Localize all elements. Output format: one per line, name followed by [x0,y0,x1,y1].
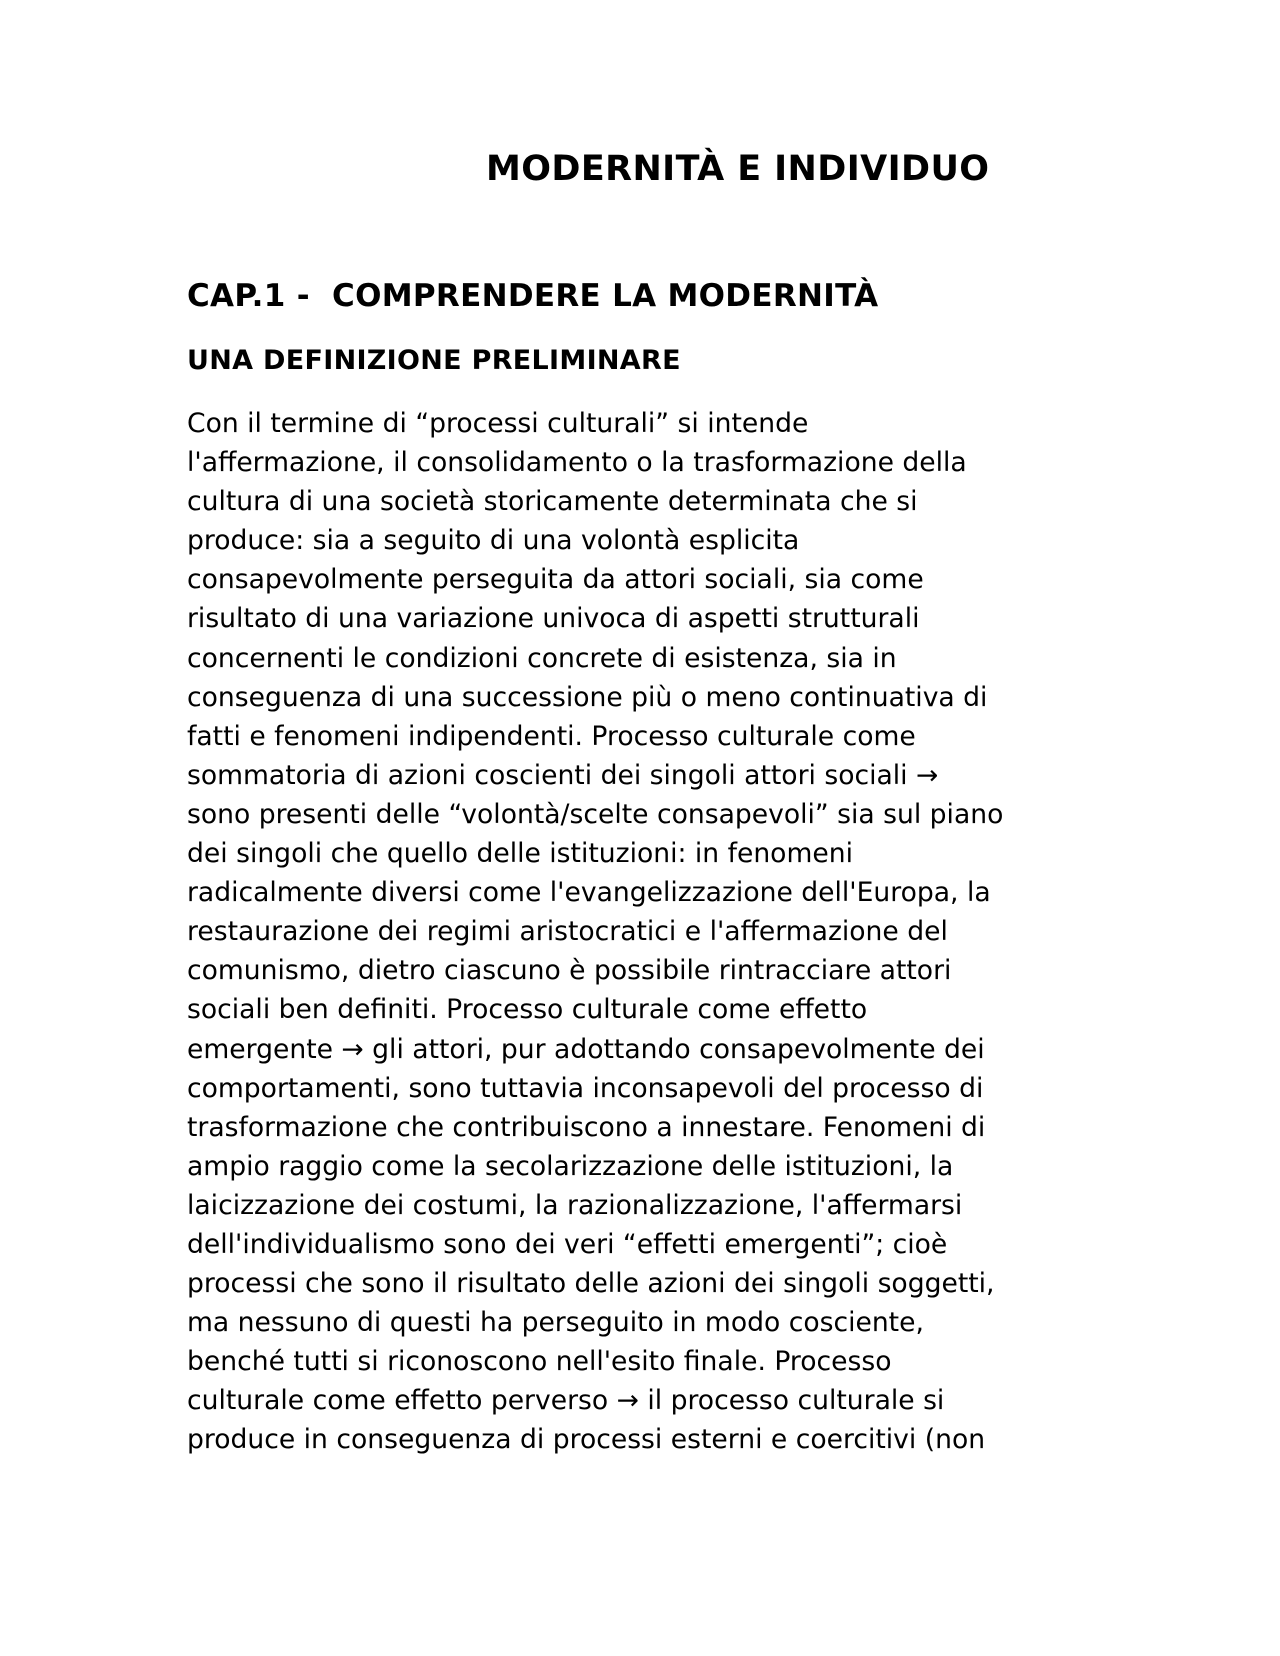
paragraph-line: culturale come effetto perverso → il processo culturale si [187,1385,945,1417]
paragraph-line: ma nessuno di questi ha perseguito in modo cosciente, [187,1307,924,1339]
paragraph-line: sociali ben definiti. Processo culturale come effetto [187,994,868,1026]
paragraph-line: dei singoli che quello delle istituzioni: in fenomeni [187,838,853,870]
paragraph-line: risultato di una variazione univoca di aspetti strutturali [187,603,920,635]
paragraph-line: dell'individualismo sono dei veri “effetti emergenti”; cioè [187,1228,948,1260]
paragraph-line: sommatoria di azioni coscienti dei singoli attori sociali → [187,759,939,791]
paragraph-line: produce: sia a seguito di una volontà esplicita [187,525,800,557]
paragraph-line: emergente → gli attori, pur adottando consapevolmente dei [187,1033,985,1065]
paragraph-line: conseguenza di una successione più o meno continuativa di [187,681,988,713]
paragraph-line: restaurazione dei regimi aristocratici e l'affermazione del [187,916,948,948]
paragraph-line: comportamenti, sono tuttavia inconsapevoli del processo di [187,1072,984,1104]
paragraph-line: consapevolmente perseguita da attori sociali, sia come [187,564,924,596]
paragraph-line: radicalmente diversi come l'evangelizzazione dell'Europa, la [187,877,991,909]
paragraph-line: l'affermazione, il consolidamento o la trasformazione della [187,447,967,479]
paragraph-line: produce in conseguenza di processi esterni e coercitivi (non [187,1424,986,1456]
paragraph-line: trasformazione che contribuiscono a innestare. Fenomeni di [187,1111,986,1143]
paragraph-line: comunismo, dietro ciascuno è possibile rintracciare attori [187,955,952,987]
paragraph-line: laicizzazione dei costumi, la razionalizzazione, l'affermarsi [187,1189,963,1221]
body-paragraph [187,404,1107,1460]
paragraph-line: Con il termine di “processi culturali” si intende [187,408,809,439]
document-title: MODERNITÀ E INDIVIDUO [486,149,990,189]
section-heading: UNA DEFINIZIONE PRELIMINARE [187,345,681,376]
chapter-heading: CAP.1 - COMPRENDERE LA MODERNITÀ [187,278,879,314]
paragraph-line: benché tutti si riconoscono nell'esito finale. Processo [187,1346,892,1378]
paragraph-line: fatti e fenomeni indipendenti. Processo culturale come [187,720,916,752]
paragraph-line: processi che sono il risultato delle azioni dei singoli soggetti, [187,1268,995,1300]
paragraph-line: cultura di una società storicamente determinata che si [187,486,918,518]
paragraph-line: concernenti le condizioni concrete di esistenza, sia in [187,642,897,674]
paragraph-line: ampio raggio come la secolarizzazione delle istituzioni, la [187,1150,954,1182]
paragraph-line: sono presenti delle “volontà/scelte consapevoli” sia sul piano [187,798,1004,830]
